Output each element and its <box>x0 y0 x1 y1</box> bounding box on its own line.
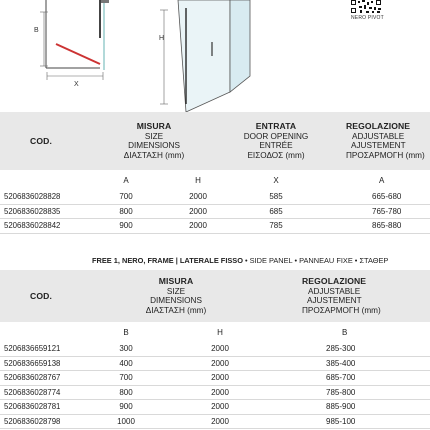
table-row: 5206836028828 700 2000 585 665-680 <box>0 190 430 204</box>
table-door-sizes <box>0 112 430 234</box>
technical-drawings <box>0 0 430 112</box>
table-row: 5206836028842 900 2000 785 865-880 <box>0 219 430 234</box>
dim-label-h: H <box>159 35 165 42</box>
banner-title: FREE 1, NERO, FRAME | LATERALE FISSO <box>92 256 243 265</box>
subheader-a-adj: A <box>379 175 385 185</box>
subheader-empty <box>0 322 82 342</box>
table-row: 5206836659138 400 2000 385-400 <box>0 356 430 371</box>
dim-label-b: B <box>34 27 39 34</box>
table-row: 5206836659121 300 2000 285-300 <box>0 342 430 356</box>
subheader-a: A <box>123 175 129 185</box>
header-entrata: ENTRATA DOOR OPENING ENTRÉE ΕΙΣΟΔΟΣ (mm) <box>243 121 309 160</box>
qr-caption: NERO PIVOT <box>351 15 384 21</box>
plan-view-diagram <box>40 0 109 80</box>
subheader-b: B <box>123 327 129 337</box>
header-misura: MISURA SIZE DIMENSIONS ΔΙΑΣΤΑΣΗ (mm) <box>123 121 185 160</box>
table-row: 5206836028767 700 2000 685-700 <box>0 371 430 386</box>
table-row: 5206836028781 900 2000 885-900 <box>0 400 430 415</box>
subheader-h: H <box>195 175 201 185</box>
banner-subtitle: • SIDE PANEL • PANNEAU FIXE • ΣΤΑΘΕΡ <box>242 256 389 265</box>
header-regolazione: REGOLAZIONE ADJUSTABLE AJUSTEMENT ΠΡΟΣΑΡΜΟΓΗ (mm) <box>346 121 425 160</box>
header-misura: MISURA SIZE DIMENSIONS ΔΙΑΣΤΑΣΗ (mm) <box>145 276 207 315</box>
side-panel-banner <box>0 252 430 270</box>
perspective-view-diagram <box>160 0 250 112</box>
subheader-b-adj: B <box>342 327 348 337</box>
header-regolazione: REGOLAZIONE ADJUSTABLE AJUSTEMENT ΠΡΟΣΑΡΜΟΓΗ (mm) <box>302 276 381 315</box>
subheader-x: X <box>273 175 279 185</box>
qr-code-icon <box>350 0 382 14</box>
dim-label-x: X <box>74 81 79 88</box>
subheader-h: H <box>217 327 223 337</box>
table-row: 5206836028835 800 2000 685 765-780 <box>0 204 430 219</box>
table-row: 5206836028774 800 2000 785-800 <box>0 385 430 400</box>
table-row: 5206836028798 1000 2000 985-100 <box>0 414 430 429</box>
header-cod: COD. <box>30 291 52 301</box>
table-side-panel-sizes <box>0 270 430 430</box>
header-cod: COD. <box>30 136 52 146</box>
subheader-empty <box>0 170 82 190</box>
